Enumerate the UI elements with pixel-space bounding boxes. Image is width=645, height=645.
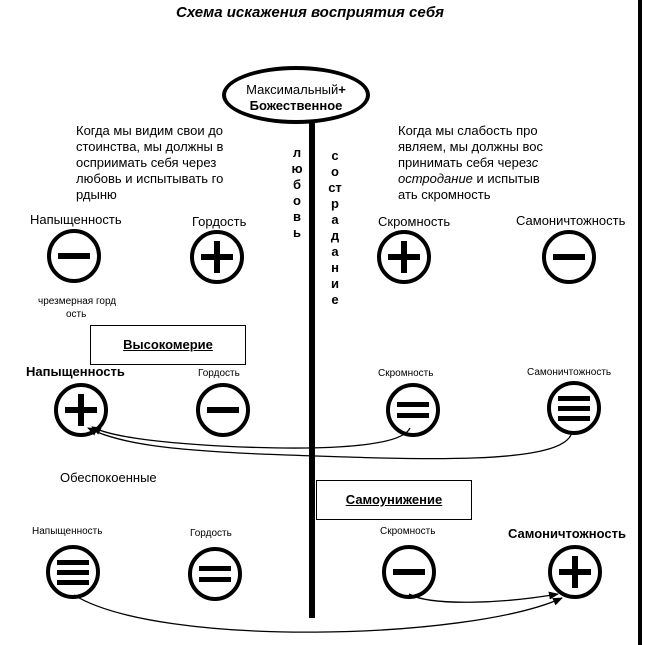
label-worried: Обеспокоенные <box>60 470 157 485</box>
vertical-label-compassion: сострадание <box>328 148 342 307</box>
row3-label-pomposity: Напыщенность <box>32 526 103 537</box>
divine-ellipse <box>222 66 370 124</box>
ellipse-line1: Максимальный <box>246 82 339 97</box>
left-text-line: Когда мы видим свои до <box>76 123 224 138</box>
right-text-line: принимать себя черезс <box>398 155 539 170</box>
triple-bar-symbol-icon <box>546 380 602 436</box>
note-excessive-pride-1: чрезмерная горд <box>38 296 117 307</box>
double-bar-symbol-icon <box>187 546 243 602</box>
row1-label-pomposity: Напыщенность <box>30 212 122 227</box>
minus-symbol-icon <box>541 229 597 285</box>
diagram-title: Схема искажения восприятия себя <box>176 4 444 21</box>
box-haughtiness: Высокомерие <box>90 325 246 365</box>
plus-symbol-icon <box>547 544 603 600</box>
row3-label-modesty: Скромность <box>380 526 436 537</box>
plus-symbol-icon <box>376 229 432 285</box>
row2-label-selfnullity: Самоничтожность <box>527 367 612 378</box>
row1-label-selfnullity: Самоничтожность <box>516 213 626 228</box>
central-axis <box>309 118 315 618</box>
row1-label-pride: Гордость <box>192 214 247 229</box>
arrow-modesty-to-pomposity <box>92 427 410 448</box>
triple-bar-symbol-icon <box>45 544 101 600</box>
left-text-line: осприимать себя через <box>76 155 217 170</box>
minus-symbol-icon <box>381 544 437 600</box>
double-bar-symbol-icon <box>385 382 441 438</box>
left-text-line: стоинства, мы должны в <box>76 139 224 154</box>
row3-label-pride: Гордость <box>190 528 232 539</box>
left-text-line: любовь и испытывать го <box>76 171 224 186</box>
ellipse-plus: + <box>338 82 346 97</box>
right-paragraph <box>398 123 543 203</box>
right-text-line: Когда мы слабость про <box>398 123 538 138</box>
plus-symbol-icon <box>53 382 109 438</box>
left-text-line: рдыню <box>76 187 117 202</box>
row3-label-selfnullity: Самоничтожность <box>508 526 626 541</box>
row2-label-modesty: Скромность <box>378 368 434 379</box>
box-self-abasement: Самоунижение <box>316 480 472 520</box>
note-excessive-pride-2: ость <box>66 309 87 320</box>
ellipse-line2: Божественное <box>249 98 343 113</box>
row1-label-modesty: Скромность <box>378 214 451 229</box>
minus-symbol-icon <box>195 382 251 438</box>
vertical-label-love: любовь <box>291 145 303 240</box>
right-border <box>638 0 642 645</box>
right-text-line: ать скромность <box>398 187 491 202</box>
left-paragraph <box>76 123 223 203</box>
row2-label-pride: Гордость <box>198 368 240 379</box>
minus-symbol-icon <box>46 228 102 284</box>
arrow-pomposity-to-selfnullity <box>74 595 562 632</box>
right-text-line: являем, мы должны вос <box>398 139 543 154</box>
right-text-line: остродание и испытыв <box>398 171 540 186</box>
arrow-selfnullity-to-pomposity <box>88 428 572 459</box>
row2-label-pomposity: Напыщенность <box>26 364 125 379</box>
plus-symbol-icon <box>189 229 245 285</box>
